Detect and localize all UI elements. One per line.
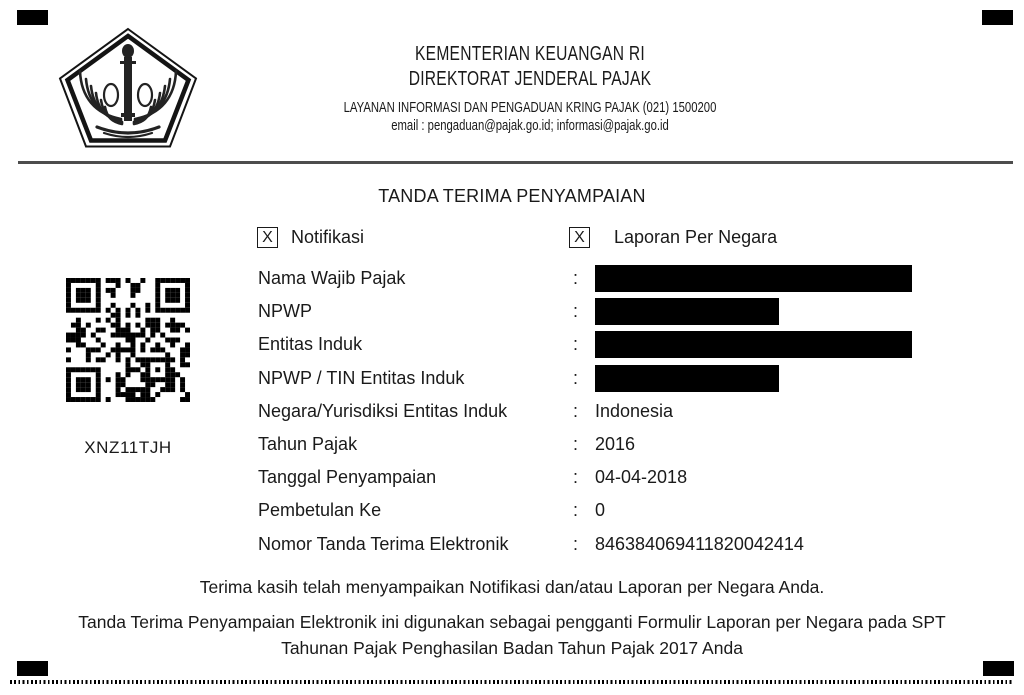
email-info-line: email : pengaduan@pajak.go.id; informasi@pajak.go.id (391, 118, 669, 134)
field-label: NPWP (258, 301, 312, 322)
service-info-line: LAYANAN INFORMASI DAN PENGADUAN KRING PAJAK (021) 1500200 (343, 100, 717, 116)
field-row-npwp (258, 295, 958, 328)
field-colon: : (573, 367, 579, 388)
document-title: TANDA TERIMA PENYAMPAIAN (378, 186, 646, 206)
header-divider (18, 161, 1013, 164)
directorate-name: DIREKTORAT JENDERAL PAJAK (408, 68, 652, 90)
registration-mark-bottom-right (983, 661, 1014, 676)
registration-mark-top-left (17, 10, 48, 25)
field-value: 04-04-2018 (595, 467, 688, 488)
checkbox-laporan-per-negara (569, 227, 777, 248)
checkbox-mark: X (574, 228, 585, 246)
field-label: Nama Wajib Pajak (258, 268, 406, 289)
field-value (595, 331, 912, 358)
field-colon: : (573, 434, 579, 455)
footer-note-line: Tanda Terima Penyampaian Elektronik ini digunakan sebagai pengganti Formulir Laporan per Negara pada SPT Tahunan Pajak Penghasilan Badan Tahun Pajak 2017 Anda (78, 612, 946, 658)
field-row-tanggal-penyampaian (258, 461, 958, 494)
field-row-nama-wajib-pajak (258, 262, 958, 295)
field-label: NPWP / TIN Entitas Induk (258, 367, 465, 388)
field-value: Indonesia (595, 400, 674, 421)
letterhead (296, 42, 764, 135)
checkbox-box-laporan (569, 227, 590, 248)
registration-mark-bottom-left (17, 661, 48, 676)
field-colon: : (573, 301, 579, 322)
field-value (595, 365, 779, 392)
redacted-value-bar (595, 331, 912, 358)
checkbox-notifikasi (257, 227, 364, 248)
field-row-entitas-induk (258, 328, 958, 361)
ministry-name: KEMENTERIAN KEUANGAN RI (415, 43, 645, 65)
kemenkeu-logo-icon (57, 27, 199, 149)
checkbox-mark: X (262, 228, 273, 246)
field-colon: : (573, 334, 579, 355)
footer-thanks-line: Terima kasih telah menyampaikan Notifikasi dan/atau Laporan per Negara Anda. (199, 577, 825, 597)
field-colon: : (573, 500, 579, 521)
field-value (595, 265, 912, 292)
field-value (595, 298, 779, 325)
field-value: 0 (595, 500, 606, 521)
field-row-negara-yurisdiksi (258, 395, 958, 428)
field-colon: : (573, 400, 579, 421)
field-label: Negara/Yurisdiksi Entitas Induk (258, 400, 508, 421)
perforation-dotted-line (10, 680, 1014, 684)
pentagon-emblem-icon (57, 27, 199, 149)
checkbox-label-laporan: Laporan Per Negara (614, 227, 778, 247)
verification-code: XNZ11TJH (84, 438, 172, 457)
field-colon: : (573, 268, 579, 289)
field-row-nomor-tanda-terima (258, 528, 958, 561)
field-label: Tahun Pajak (258, 434, 358, 455)
field-value: 846384069411820042414 (595, 533, 804, 554)
field-label: Nomor Tanda Terima Elektronik (258, 533, 509, 554)
field-colon: : (573, 467, 579, 488)
field-value: 2016 (595, 434, 636, 455)
field-label: Tanggal Penyampaian (258, 467, 437, 488)
registration-mark-top-right (982, 10, 1013, 25)
redacted-value-bar (595, 298, 779, 325)
field-colon: : (573, 533, 579, 554)
field-row-tahun-pajak (258, 428, 958, 461)
field-row-pembetulan-ke (258, 494, 958, 527)
qr-code (66, 278, 190, 402)
redacted-value-bar (595, 365, 779, 392)
field-table (258, 262, 958, 561)
checkbox-box-notifikasi (257, 227, 278, 248)
field-row-npwp-tin-entitas-induk (258, 362, 958, 395)
field-label: Entitas Induk (258, 334, 363, 355)
field-label: Pembetulan Ke (258, 500, 382, 521)
checkbox-label-notifikasi: Notifikasi (291, 227, 365, 247)
redacted-value-bar (595, 265, 912, 292)
